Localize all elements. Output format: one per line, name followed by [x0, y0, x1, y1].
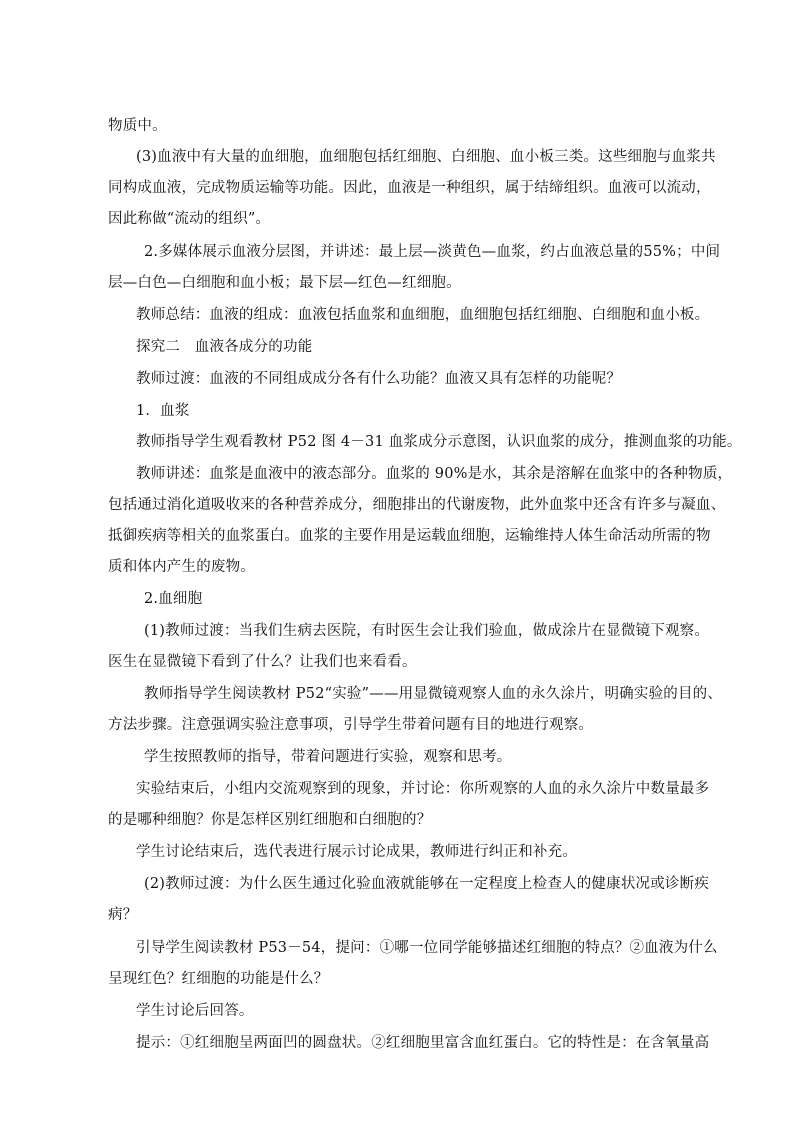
text-line-19: 教师指导学生阅读教材 P52“实验”——用显微镜观察人血的永久涂片，明确实验的目的、: [144, 686, 723, 702]
subheading-plasma: 1．血浆: [136, 403, 190, 419]
text-line-23: 的是哪种细胞？你是怎样区别红细胞和白细胞的？: [108, 812, 432, 828]
text-line-17: (1)教师过渡：当我们生病去医院，有时医生会让我们验血，做成涂片在显微镜下观察。: [144, 623, 710, 639]
text-line-24: 学生讨论结束后，选代表进行展示讨论成果，教师进行纠正和补充。: [136, 844, 577, 860]
text-line-4: 因此称做“流动的组织”。: [108, 211, 271, 227]
text-line-12: 教师讲述：血浆是血液中的液态部分。血浆的 90%是水，其余是溶解在血浆中的各种物质，: [136, 466, 733, 482]
text-line-11: 教师指导学生观看教材 P52 图 4－31 血浆成分示意图，认识血浆的成分，推测血浆的功能。: [136, 434, 742, 450]
text-line-26: 病？: [108, 907, 138, 923]
text-line-30: 提示：①红细胞呈两面凹的圆盘状。②红细胞里富含血红蛋白。它的特性是：在含氧量高: [136, 1035, 710, 1051]
section-heading: 探究二 血液各成分的功能: [136, 339, 313, 355]
text-line-13: 包括通过消化道吸收来的各种营养成分，细胞排出的代谢废物，此外血浆中还含有许多与凝血、: [108, 497, 726, 513]
text-line-29: 学生讨论后回答。: [136, 1003, 254, 1019]
text-line-28: 呈现红色？红细胞的功能是什么？: [108, 971, 329, 987]
text-line-14: 抵御疾病等相关的血浆蛋白。血浆的主要作用是运载血细胞，运输维持人体生命活动所需的物: [108, 528, 711, 544]
text-line-15: 质和体内产生的废物。: [108, 559, 255, 575]
text-line-21: 学生按照教师的指导，带着问题进行实验，观察和思考。: [144, 749, 512, 765]
subheading-blood-cells: 2.血细胞: [144, 591, 203, 607]
text-line-25: (2)教师过渡：为什么医生通过化验血液就能够在一定程度上检查人的健康状况或诊断疾: [144, 876, 710, 892]
text-line-20: 方法步骤。注意强调实验注意事项，引导学生带着问题有目的地进行观察。: [108, 717, 594, 733]
text-line-22: 实验结束后，小组内交流观察到的现象，并讨论：你所观察的人血的永久涂片中数量最多: [136, 781, 710, 797]
text-line-18: 医生在显微镜下看到了什么？让我们也来看看。: [108, 654, 417, 670]
text-line-27: 引导学生阅读教材 P53－54，提问：①哪一位同学能够描述红细胞的特点？②血液为什么: [136, 940, 718, 956]
text-line-6: 层—白色—白细胞和血小板；最下层—红色—红细胞。: [108, 275, 461, 291]
text-line-9: 教师过渡：血液的不同组成成分各有什么功能？血液又具有怎样的功能呢？: [136, 371, 622, 387]
text-line-2: (3)血液中有大量的血细胞，血细胞包括红细胞、白细胞、血小板三类。这些细胞与血浆共: [136, 149, 716, 165]
text-line-3: 同构成血液，完成物质运输等功能。因此，血液是一种组织，属于结缔组织。血液可以流动，: [108, 180, 711, 196]
text-line-5: 2.多媒体展示血液分层图，并讲述：最上层—淡黄色—血浆，约占血液总量的55%；中间: [144, 244, 721, 260]
text-line-7: 教师总结：血液的组成：血液包括血浆和血细胞，血细胞包括红细胞、白细胞和血小板。: [136, 307, 710, 323]
text-line-1: 物质中。: [108, 118, 167, 134]
